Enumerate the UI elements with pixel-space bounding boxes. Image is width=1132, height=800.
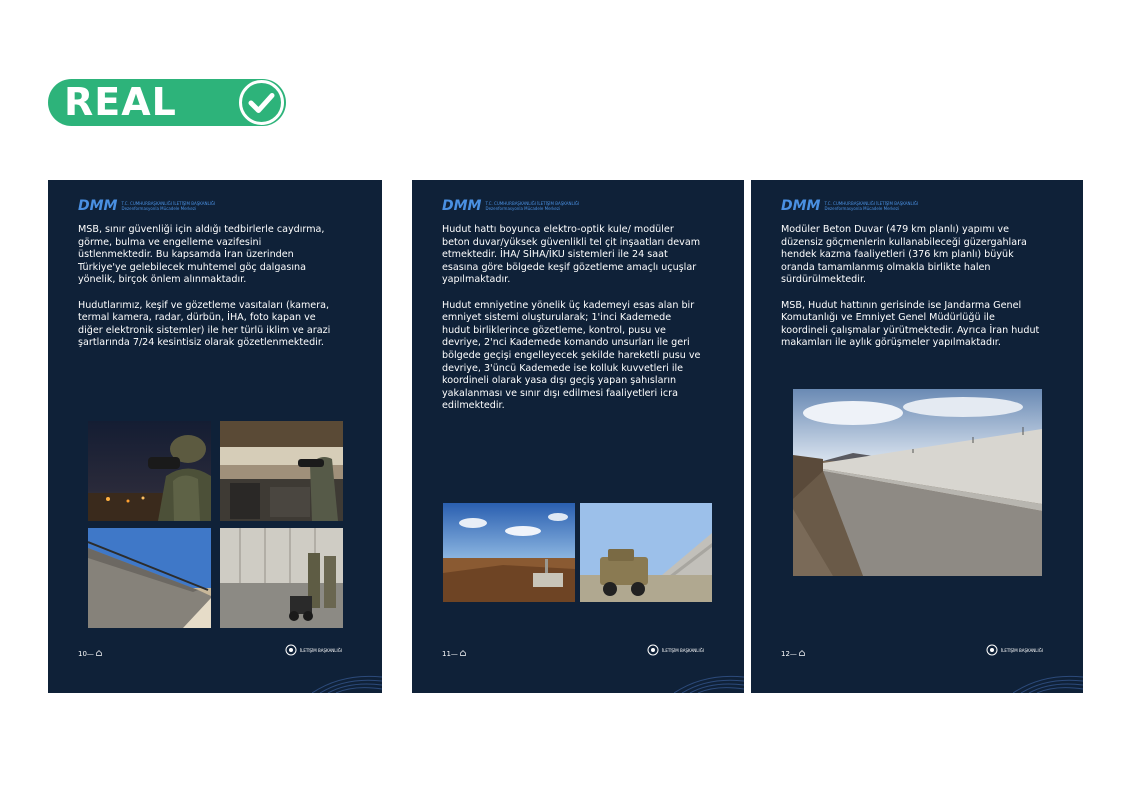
page-number: 12— <box>781 650 805 658</box>
real-badge <box>48 79 286 126</box>
paragraph: Hudut emniyetine yönelik üç kademeyi esas alan bir emniyet sistemi oluşturularak; 1'inci Kademede hudut birliklerince gözetleme, kontrol, pusu ve devriye, 2'nci Kademede komando unsurları ile geri bölgede geçişi engelleyecek şekilde hareketli pusu ve devriye, 3'üncü Kademede ise kolluk kuvvetleri ile koordineli olarak yasa dışı geçiş yapan şahısların yakalanması ve sınır dışı edilmesi faaliyetleri icra edilmektedir. <box>442 299 701 412</box>
footer-logo-text: İLETİŞİM BAŞKANLIĞI <box>1001 647 1043 653</box>
page-body-text <box>781 224 1041 350</box>
logo-line1: T.C. CUMHURBAŞKANLIĞI İLETİŞİM BAŞKANLIĞI <box>485 201 580 206</box>
photo-soldiers-robot <box>220 528 343 628</box>
home-icon <box>460 650 466 656</box>
photo-armored-vehicle <box>580 503 712 602</box>
logo-line2: Dezenformasyonla Mücadele Merkezi <box>485 206 561 211</box>
footer-logo <box>647 644 704 656</box>
decorative-waves <box>674 671 744 693</box>
logo-mark: DMM <box>78 198 118 214</box>
paragraph: MSB, Hudut hattının gerisinde ise Jandarma Genel Komutanlığı ve Emniyet Genel Müdürlüğü ile koordineli çalışmalar yürütmektedir. Ayrıca İran hudut makamları ile aylık görüşmeler yapılmaktadır. <box>781 299 1040 349</box>
page-body-text <box>78 224 338 350</box>
photo-soldier-binoculars <box>88 421 211 521</box>
document-page-10 <box>48 180 382 693</box>
home-icon <box>96 650 102 656</box>
check-circle-icon <box>238 79 285 126</box>
dmm-logo <box>78 199 215 213</box>
logo-mark: DMM <box>442 198 482 214</box>
document-page-11 <box>412 180 744 693</box>
badge-label: REAL <box>64 80 177 124</box>
photo-landscape-border <box>443 503 575 602</box>
paragraph: MSB, sınır güvenliği için aldığı tedbirlerle caydırma, görme, bulma ve engelleme vazifesini üstlenmektedir. Bu kapsamda İran üzerinden Türkiye'ye gelebilecek muhtemel göç dalgasına yönelik, birçok önlem alınmaktadır. <box>78 224 325 286</box>
logo-line2: Dezenformasyonla Mücadele Merkezi <box>824 206 900 211</box>
photo-modular-wall-road <box>793 389 1042 576</box>
photo-surveillance-post <box>220 421 343 521</box>
document-page-12 <box>751 180 1083 693</box>
seal-icon <box>285 644 297 656</box>
seal-icon <box>986 644 998 656</box>
logo-line2: Dezenformasyonla Mücadele Merkezi <box>121 206 197 211</box>
paragraph: Hudutlarımız, keşif ve gözetleme vasıtaları (kamera, termal kamera, radar, dürbün, İHA, foto kapan ve diğer elektronik sistemler) ile her türlü iklim ve arazi şartlarında 7/24 kesintisiz olarak gözetlenmektedir. <box>78 299 331 349</box>
page-number: 11— <box>442 650 466 658</box>
footer-logo-text: İLETİŞİM BAŞKANLIĞI <box>662 647 704 653</box>
paragraph: Modüler Beton Duvar (479 km planlı) yapımı ve düzensiz göçmenlerin kullanabileceği güzergahlara hendek kazma faaliyetleri (376 km planlı) büyük oranda tamamlanmış olmakla birlikte halen sürdürülmektedir. <box>781 224 1027 286</box>
photo-border-wall <box>88 528 211 628</box>
dmm-logo <box>442 199 579 213</box>
logo-mark: DMM <box>781 198 821 214</box>
footer-logo <box>285 644 342 656</box>
logo-line1: T.C. CUMHURBAŞKANLIĞI İLETİŞİM BAŞKANLIĞI <box>121 201 216 206</box>
paragraph: Hudut hattı boyunca elektro-optik kule/ modüler beton duvar/yüksek güvenlikli tel çit inşaatları devam etmektedir. İHA/ SİHA/İKU sistemleri ile 24 saat esasına göre bölgede keşif gözetleme amaçlı uçuşlar yapılmaktadır. <box>442 224 701 286</box>
footer-logo <box>986 644 1043 656</box>
dmm-logo <box>781 199 918 213</box>
page-number: 10— <box>78 650 102 658</box>
seal-icon <box>647 644 659 656</box>
footer-logo-text: İLETİŞİM BAŞKANLIĞI <box>300 647 342 653</box>
decorative-waves <box>1013 671 1083 693</box>
home-icon <box>799 650 805 656</box>
logo-line1: T.C. CUMHURBAŞKANLIĞI İLETİŞİM BAŞKANLIĞI <box>824 201 919 206</box>
page-body-text <box>442 224 702 413</box>
decorative-waves <box>312 671 382 693</box>
